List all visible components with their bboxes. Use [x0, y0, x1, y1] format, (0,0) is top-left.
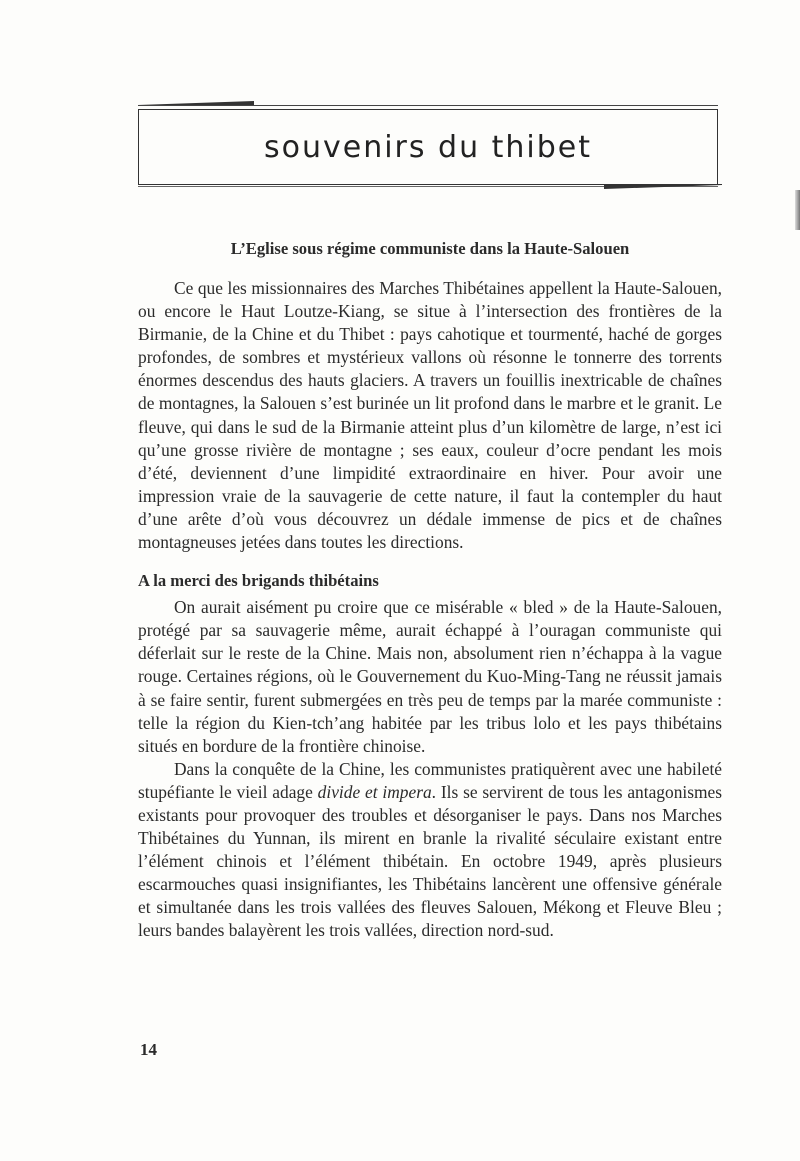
latin-adage: divide et impera: [317, 781, 432, 802]
paragraph-haute-salouen: Ce que les missionnaires des Marches Thibétaines appellent la Haute-Salouen, ou encore le Haut Loutze-Kiang, se situe à l’intersection des frontières de la Birmanie, de la Chine et du Thibet : pays cahotique et tourmenté, haché de gorges profondes, de sombres et mystérieux vallons où résonne le tonnerre des torrents énormes descendus des hauts glaciers. A travers un fouillis inextricable de chaînes de montagnes, la Salouen s’est burinée un lit profond dans le marbre et le granit. Le fleuve, qui dans le sud de la Birmanie atteint plus d’un kilomètre de large, n’est ici qu’une grosse rivière de montagne ; ses eaux, couleur d’ocre pendant les mois d’été, deviennent d’une limpidité extraordinaire en hiver. Pour avoir une impression vraie de la sauvagerie de cette nature, il faut la contempler du haut d’une arête d’où vous découvrez un dédale immense de pics et de chaînes montagneuses jetées dans toutes les directions.: [138, 278, 722, 553]
paragraph-conquest: [138, 758, 722, 943]
page-number: 14: [140, 1040, 157, 1059]
page-title: souvenirs du thibet: [263, 129, 593, 165]
banner-rule-top: [138, 105, 718, 106]
article-body: [138, 238, 722, 943]
title-banner: [138, 100, 722, 192]
paragraph-conquest-end: . Ils se servirent de tous les antagonismes existants pour provoquer des troubles et désorganiser le pays. Dans nos Marches Thibétaines du Yunnan, ils mirent en branle la rivalité séculaire existant entre l’élément chinois et l’élément thibétain. En octobre 1949, après plusieurs escarmouches quasi insignifiantes, les Thibétains lancèrent une offensive générale et simultanée dans les trois vallées des fleuves Salouen, Mékong et Fleuve Bleu ; leurs bandes balayèrent les trois vallées, direction nord-sud.: [138, 781, 722, 941]
paragraph-conquest-start: Dans la conquête de la Chine, les communistes pratiquèrent avec une habileté stupéfiante le vieil adage: [138, 758, 722, 802]
section-heading-brigands: A la merci des brigands thibétains: [138, 571, 379, 591]
section-heading-church: L’Eglise sous régime communiste dans la Haute-Salouen: [230, 239, 630, 258]
paragraph-communist-hurricane: On aurait aisément pu croire que ce misérable « bled » de la Haute-Salouen, protégé par sa sauvagerie même, aurait échappé à l’ouragan communiste qui déferlait sur le reste de la Chine. Mais non, absolument rien n’échappa à la vague rouge. Certaines régions, où le Gouvernement du Kuo-Ming-Tang ne réussit jamais à se faire sentir, furent submergées en très peu de temps par la marée communiste : telle la région du Kien-tch’ang habitée par les tribus lolo et les pays thibétains situés en bordure de la frontière chinoise.: [138, 597, 722, 756]
page-edge-shadow: [795, 190, 800, 230]
